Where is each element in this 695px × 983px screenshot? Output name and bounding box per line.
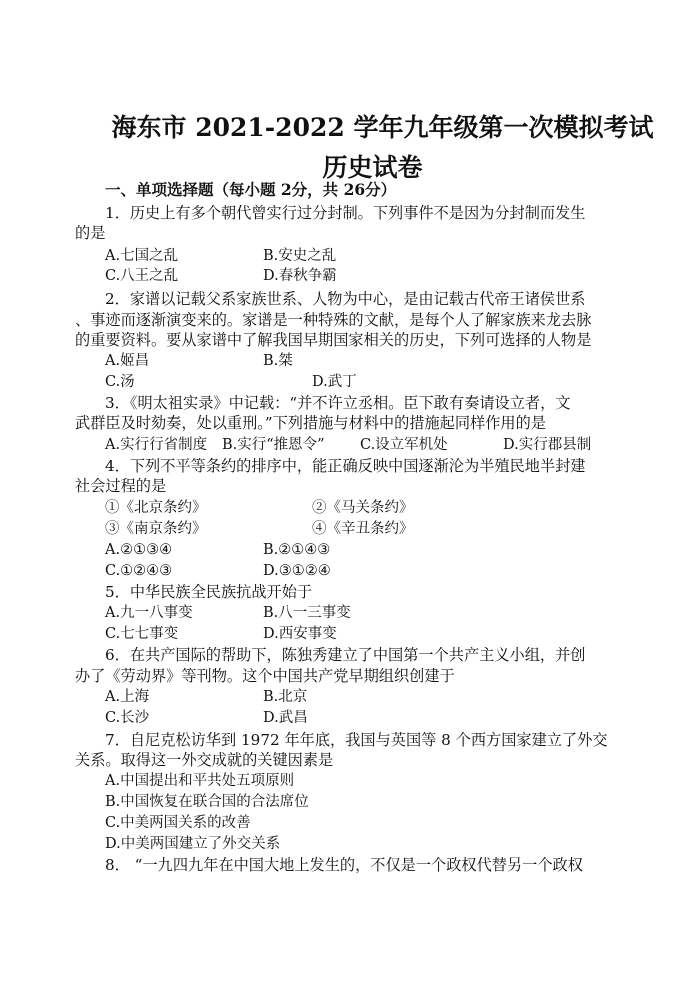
- q4-item-3: ③《南京条约》: [105, 521, 207, 537]
- q7-stem: 7．自尼克松访华到 1972 年年底，我国与英国等 8 个西方国家建立了外交: [105, 731, 608, 749]
- q6-option-a: A.上海: [105, 689, 150, 705]
- q6-option-d: D.武昌: [263, 710, 308, 726]
- q2-stem-cont2: 的重要资料。要从家谱中了解我国早期国家相关的历史，下列可选择的人物是: [75, 331, 592, 349]
- q6-option-b: B.北京: [263, 689, 308, 705]
- q2-option-a: A.姬昌: [105, 353, 150, 369]
- q1-stem: 1．历史上有多个朝代曾实行过分封制。下列事件不是因为分封制而发生: [105, 204, 586, 222]
- q4-item-1: ①《北京条约》: [105, 500, 207, 516]
- q4-item-2: ②《马关条约》: [312, 500, 414, 516]
- q7-option-b: B.中国恢复在联合国的合法席位: [105, 794, 309, 810]
- exam-title: 海东市 2021-2022 学年九年级第一次模拟考试: [111, 113, 654, 142]
- q4-stem: 4．下列不平等条约的排序中，能正确反映中国逐渐沦为半殖民地半封建: [105, 457, 586, 475]
- q7-stem-cont: 关系。取得这一外交成就的关键因素是: [75, 751, 334, 769]
- q6-stem: 6．在共产国际的帮助下，陈独秀建立了中国第一个共产主义小组，并创: [105, 646, 586, 664]
- q1-option-a: A.七国之乱: [105, 248, 179, 264]
- q1-option-b: B.安史之乱: [263, 248, 337, 264]
- q5-option-b: B.八一三事变: [263, 605, 351, 621]
- q2-option-d: D.武丁: [312, 374, 357, 390]
- q7-option-c: C.中美两国关系的改善: [105, 815, 251, 831]
- q3-option-a: A.实行行省制度: [105, 437, 208, 453]
- section-heading: 一、单项选择题（每小题 2分，共 26分）: [105, 180, 397, 199]
- q7-option-d: D.中美两国建立了外交关系: [105, 836, 281, 852]
- q4-option-c: C.①②④③: [105, 563, 173, 579]
- q3-stem-cont: 武群臣及时劾奏，处以重刑。”下列措施与材料中的措施起同样作用的是: [75, 414, 546, 432]
- q2-option-b: B.桀: [263, 353, 293, 369]
- q4-option-a: A.②①③④: [105, 542, 173, 558]
- q4-option-d: D.③①②④: [263, 563, 331, 579]
- q6-stem-cont: 办了《劳动界》等刊物。这个中国共产党早期组织创建于: [75, 667, 455, 685]
- q2-stem: 2．家谱以记载父系家族世系、人物为中心，是由记载古代帝王诸侯世系: [105, 290, 586, 308]
- q4-option-b: B.②①④③: [263, 542, 331, 558]
- q2-option-c: C.汤: [105, 374, 135, 390]
- q7-option-a: A.中国提出和平共处五项原则: [105, 773, 295, 789]
- q1-option-c: C.八王之乱: [105, 268, 179, 284]
- q3-option-d: D.实行郡县制: [503, 437, 592, 453]
- q5-option-a: A.九一八事变: [105, 605, 193, 621]
- q3-option-b: B.实行“推恩令”: [222, 437, 325, 453]
- q6-option-c: C.长沙: [105, 710, 150, 726]
- q5-option-d: D.西安事变: [263, 626, 337, 642]
- q5-option-c: C.七七事变: [105, 626, 179, 642]
- q2-stem-cont1: 、事迹而逐渐演变来的。家谱是一种特殊的文献，是每个人了解家族来龙去脉: [75, 311, 592, 329]
- q1-stem-cont: 的是: [75, 224, 106, 242]
- q4-stem-cont: 社会过程的是: [75, 477, 167, 495]
- q4-item-4: ④《辛丑条约》: [312, 521, 414, 537]
- q8-stem: 8． “一九四九年在中国大地上发生的，不仅是一个政权代替另一个政权: [105, 856, 583, 874]
- q3-option-c: C.设立军机处: [360, 437, 448, 453]
- exam-subtitle: 历史试卷: [322, 153, 423, 182]
- q5-stem: 5．中华民族全民族抗战开始于: [105, 583, 313, 601]
- q3-stem: 3．《明太祖实录》中记载：“并不许立丞相。臣下敢有奏请设立者，文: [105, 394, 571, 412]
- q1-option-d: D.春秋争霸: [263, 268, 337, 284]
